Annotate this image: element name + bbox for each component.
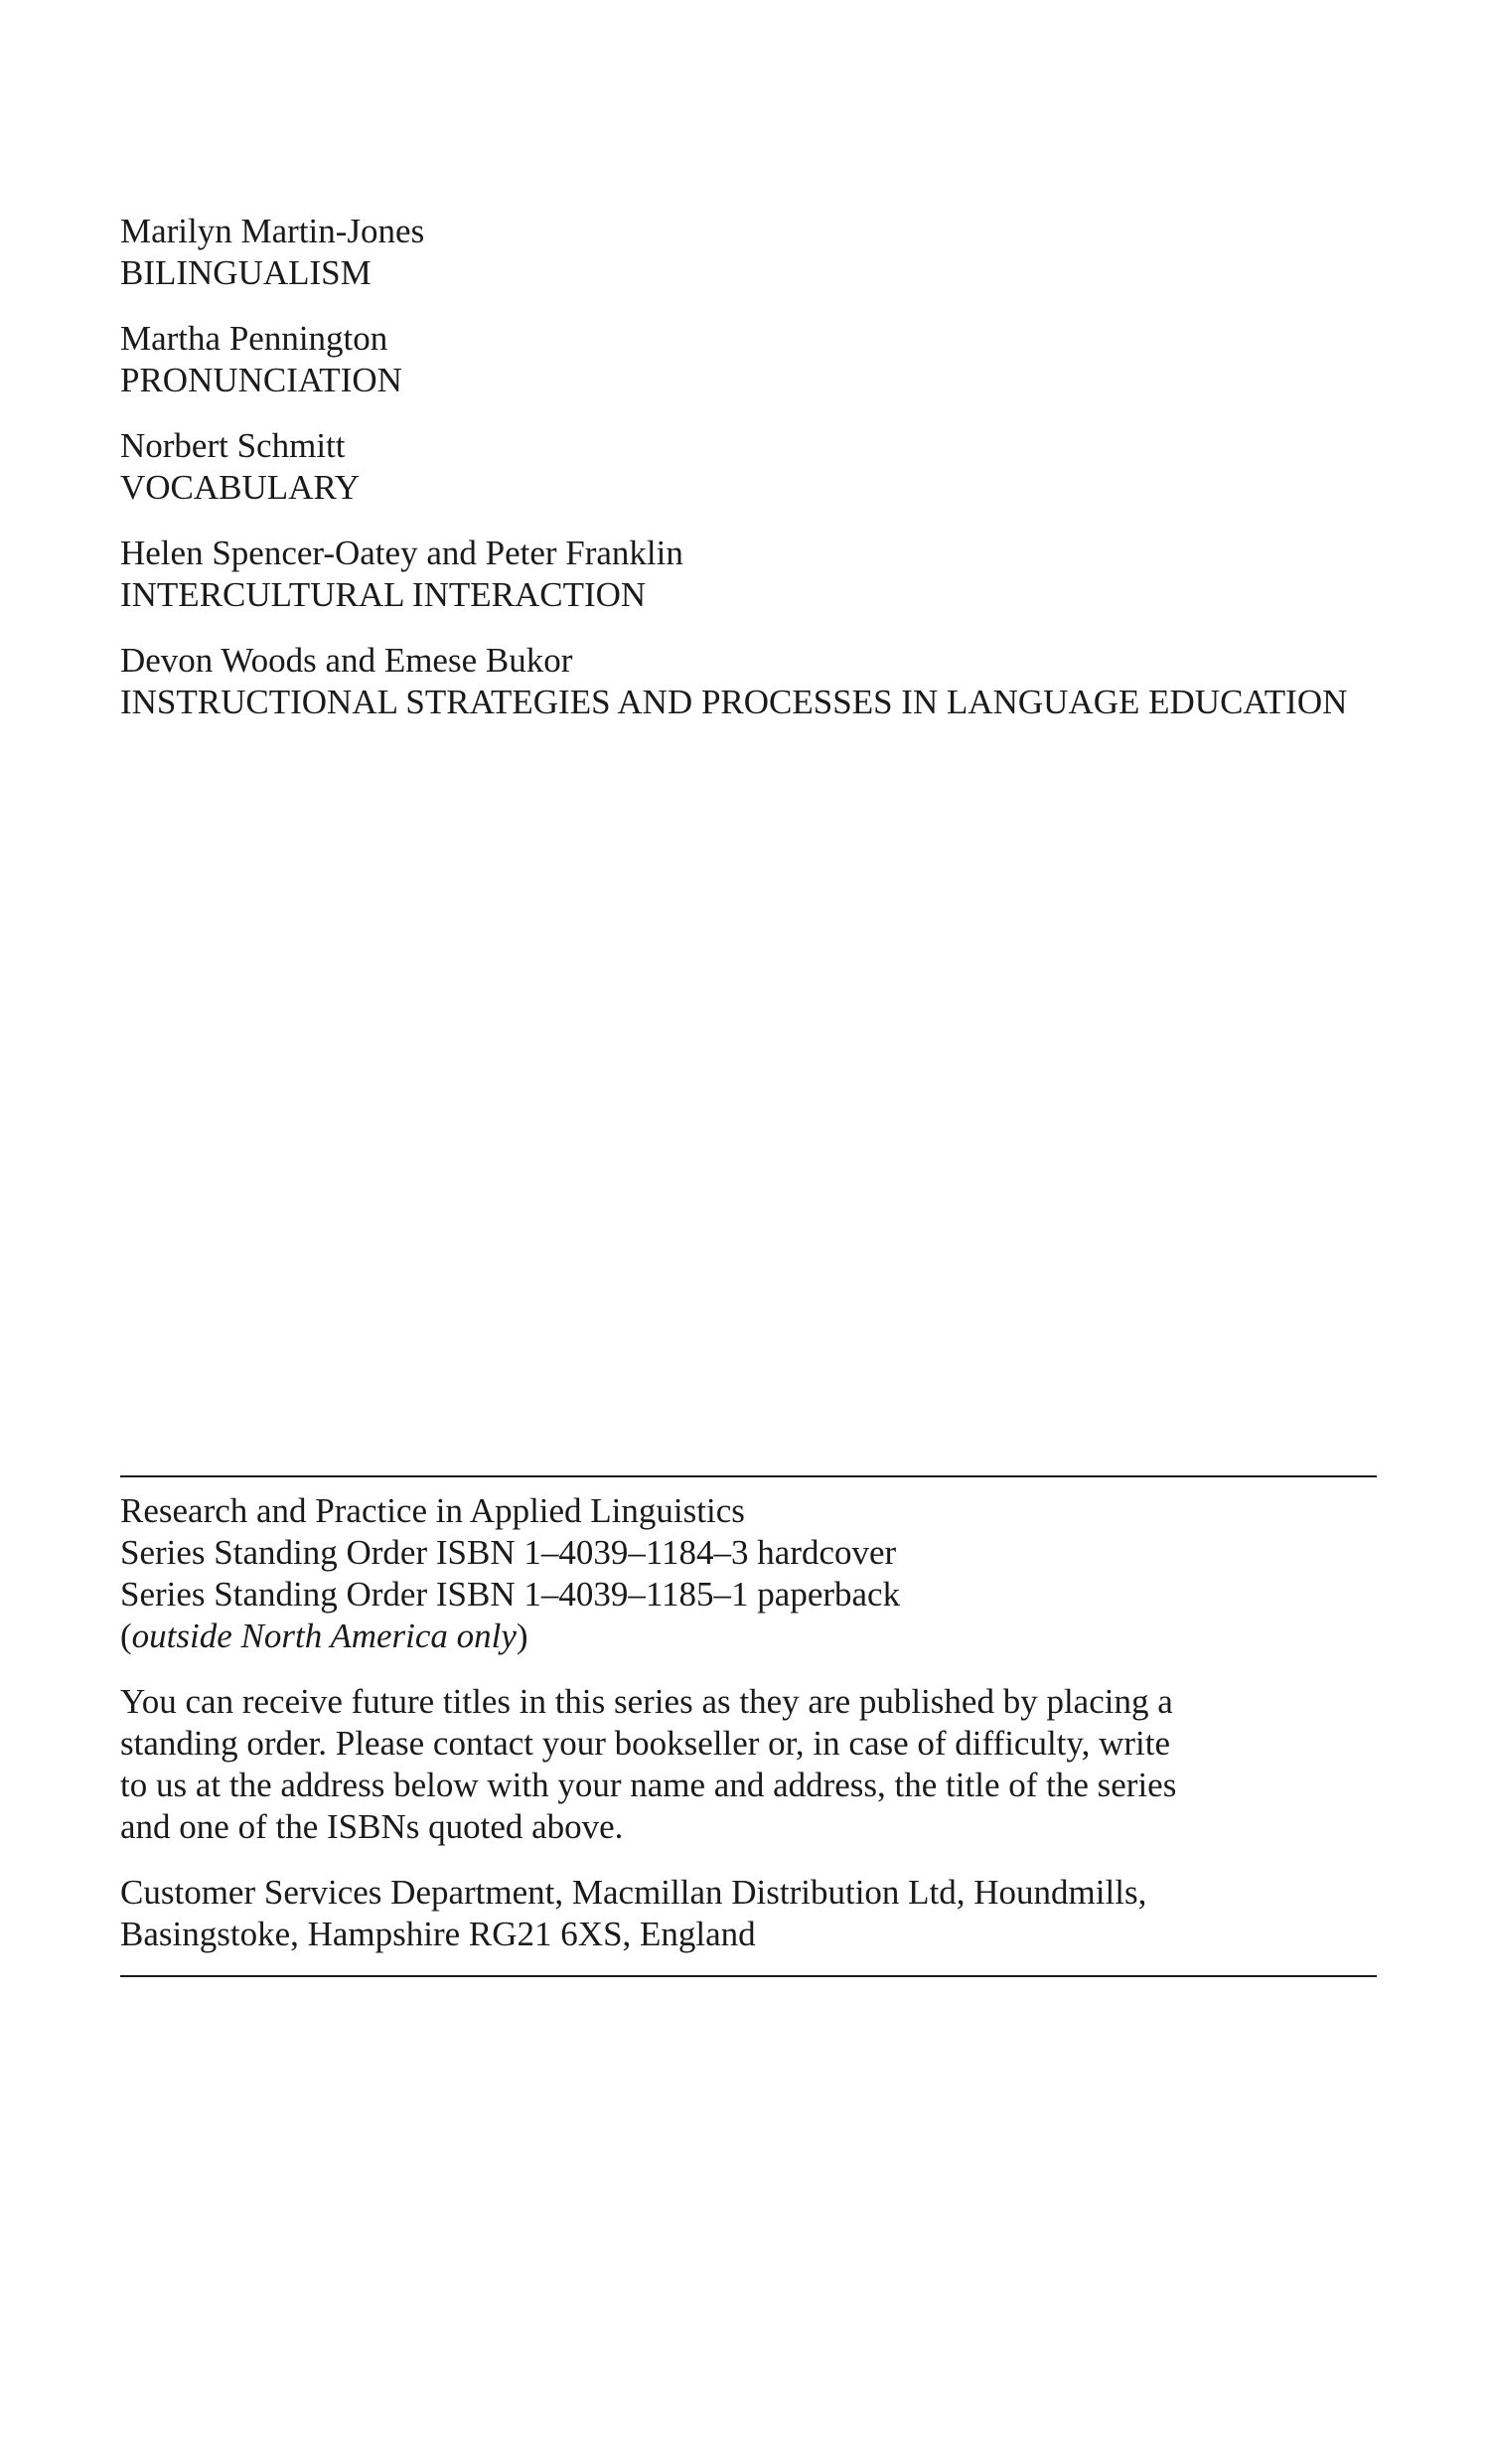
title-entry (120, 318, 1392, 401)
title-book: BILINGUALISM (120, 253, 372, 292)
series-titles-list (120, 211, 1392, 747)
title-entry (120, 211, 1392, 294)
standing-order-paragraph (120, 1681, 1377, 1848)
paragraph-line: to us at the address below with your name and address, the title of the series (120, 1766, 1177, 1804)
isbn-hardcover: Series Standing Order ISBN 1–4039–1184–3 hardcover (120, 1533, 897, 1572)
title-entry (120, 425, 1392, 509)
title-author: Helen Spencer-Oatey and Peter Franklin (120, 534, 683, 572)
paragraph-line: You can receive future titles in this series as they are published by placing a (120, 1682, 1173, 1721)
title-entry (120, 533, 1392, 616)
title-book: VOCABULARY (120, 468, 361, 507)
address-paragraph (120, 1872, 1377, 1955)
title-author: Devon Woods and Emese Bukor (120, 641, 573, 680)
region-note-close: ) (516, 1617, 528, 1655)
title-book: INSTRUCTIONAL STRATEGIES AND PROCESSES IN LANGUAGE EDUCATION (120, 683, 1348, 721)
region-note-open: ( (120, 1617, 132, 1655)
region-note-text: outside North America only (131, 1617, 517, 1655)
title-book: PRONUNCIATION (120, 361, 402, 399)
series-name: Research and Practice in Applied Linguistics (120, 1491, 745, 1530)
series-box-bottom-rule (120, 1975, 1377, 1977)
title-book: INTERCULTURAL INTERACTION (120, 575, 647, 614)
title-entry (120, 640, 1392, 723)
paragraph-line: standing order. Please contact your bookseller or, in case of difficulty, write (120, 1724, 1171, 1763)
isbn-paperback: Series Standing Order ISBN 1–4039–1185–1 paperback (120, 1575, 901, 1614)
address-line: Customer Services Department, Macmillan Distribution Ltd, Houndmills, (120, 1873, 1147, 1912)
title-author: Norbert Schmitt (120, 426, 346, 465)
title-author: Marilyn Martin-Jones (120, 212, 425, 250)
address-line: Basingstoke, Hampshire RG21 6XS, England (120, 1915, 756, 1953)
series-box-top-rule (120, 1475, 1377, 1477)
series-standing-order-box (120, 1490, 1377, 1955)
title-author: Martha Pennington (120, 319, 388, 358)
region-note (120, 1616, 1377, 1657)
paragraph-line: and one of the ISBNs quoted above. (120, 1807, 624, 1846)
